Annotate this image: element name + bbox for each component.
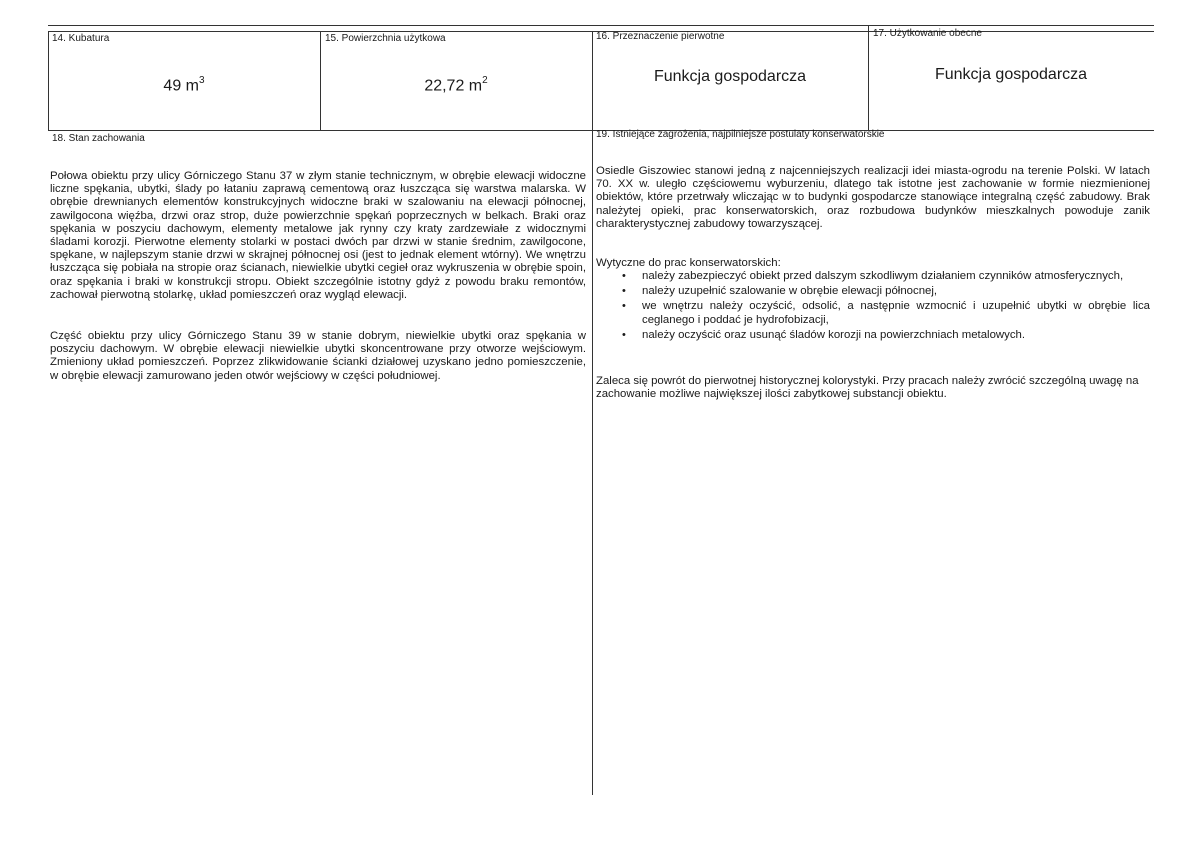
bullet-icon: •	[622, 270, 626, 282]
bullet-icon: •	[622, 328, 626, 341]
powierzchnia-unit-sup: 2	[482, 75, 488, 86]
bullet-icon: •	[622, 285, 626, 298]
field-14-value	[48, 72, 320, 96]
top-border	[48, 25, 1154, 26]
zagrozenia-intro: Osiedle Giszowiec stanowi jedną z najcenniejszych realizacji idei miasta-ogrodu na terenie Polski. W latach 70. XX w. uległo częściowemu wyburzeniu, dlatego tak istotne jest zachowanie w formie niezmienionej obiektów, które przetrwały wliczając w to budynki gospodarcze stanowiące integralną część zabudowy. Brak należytej opieki, prac konserwatorskich, oraz rozbudowa budynków mieszkalnych powoduje zanik charakterystycznej zabudowy towarzyszącej.	[596, 165, 1150, 230]
field-15-value	[320, 72, 592, 96]
kubatura-unit-sup: 3	[199, 75, 205, 86]
list-item	[596, 270, 1150, 283]
wytyczne-item-3: we wnętrzu należy oczyścić, odsolić, a następnie wzmocnić i uzupełnić ubytki w obrębie lica ceglanego i poddać je hydrofobizacji,	[642, 300, 1150, 326]
list-item	[596, 300, 1150, 326]
field-19-label: 19. Istniejące zagrożenia, najpilniejsze postulaty konserwatorskie	[596, 129, 885, 140]
wytyczne-item-1: należy zabezpieczyć obiekt przed dalszym szkodliwym działaniem czynników atmosferycznych,	[642, 270, 1124, 282]
list-item	[596, 329, 1150, 342]
stan-zachowania-text: Połowa obiektu przy ulicy Górniczego Stanu 37 w złym stanie technicznym, w obrębie elewacji widoczne liczne spękania, ubytki, ślady po łataniu zaprawą cementową oraz łuszcząca się warstwa malarska. W obrębie drewnianych elementów konstrukcyjnych widoczne braki w szalowaniu na elewacji północnej, zawilgocona więźba, drzwi oraz strop, duże powierzchnie spękań poprzecznych w belkach. Braki oraz spękania w poszyciu dachowym, elementy metalowe jak rynny czy kraty zardzewiałe z widocznymi śladami korozji. Pierwotne elementy stolarki w postaci dwóch par drzwi w stanie średnim, zawilgocone, spękane, w najlepszym stanie drzwi w skrajnej północnej osi (jest to jednak element wtórny). We wnętrzu łuszcząca się pobiała na stropie oraz ścianach, niewielkie ubytki cegieł oraz wykruszenia w obrębie spoin, oraz spękania i braki w konstrukcji stropu. Obiekt szczególnie istotny gdyż z powodu braku remontów, zachował pierwotną stolarkę, układ pomieszczeń oraz wygląd elewacji.	[50, 170, 586, 301]
zagrozenia-closing: Zaleca się powrót do pierwotnej historycznej kolorystyki. Przy pracach należy zwrócić szczególną uwagę na zachowanie możliwe największej ilości zabytkowej substancji obiektu.	[596, 375, 1139, 401]
field-17-value: Funkcja gospodarcza	[934, 66, 1088, 83]
divider-15-16	[592, 31, 593, 795]
field-15-label: 15. Powierzchnia użytkowa	[325, 33, 446, 44]
wytyczne-heading: Wytyczne do prac konserwatorskich:	[596, 257, 781, 269]
field-18-label: 18. Stan zachowania	[52, 133, 145, 144]
bullet-icon: •	[622, 300, 626, 313]
field-14-label: 14. Kubatura	[52, 33, 110, 44]
list-item	[596, 285, 1150, 298]
kubatura-value: 49 m	[163, 77, 199, 95]
field-16-value: Funkcja gospodarcza	[653, 68, 807, 85]
field-16-label: 16. Przeznaczenie pierwotne	[596, 31, 725, 42]
wytyczne-item-2: należy uzupełnić szalowanie w obrębie elewacji północnej,	[642, 285, 938, 298]
stan-zachowania-text-2: Część obiektu przy ulicy Górniczego Stanu 39 w stanie dobrym, niewielkie ubytki oraz spękania w poszyciu dachowym. W obrębie elewacji niewielkie ubytki skoncentrowane przy otworze wejściowym. Zmieniony układ pomieszczeń. Poprzez zlikwidowanie ścianki działowej uzyskano jedno pomieszczenie, w obrębie elewacji zamurowano jeden otwór wejściowy w części południowej.	[50, 330, 586, 382]
wytyczne-list	[596, 270, 1150, 342]
field-17-label: 17. Użytkowanie obecne	[873, 28, 982, 39]
wytyczne-item-4: należy oczyścić oraz usunąć śladów korozji na powierzchniach metalowych.	[642, 328, 1026, 341]
powierzchnia-value: 22,72 m	[424, 77, 483, 95]
